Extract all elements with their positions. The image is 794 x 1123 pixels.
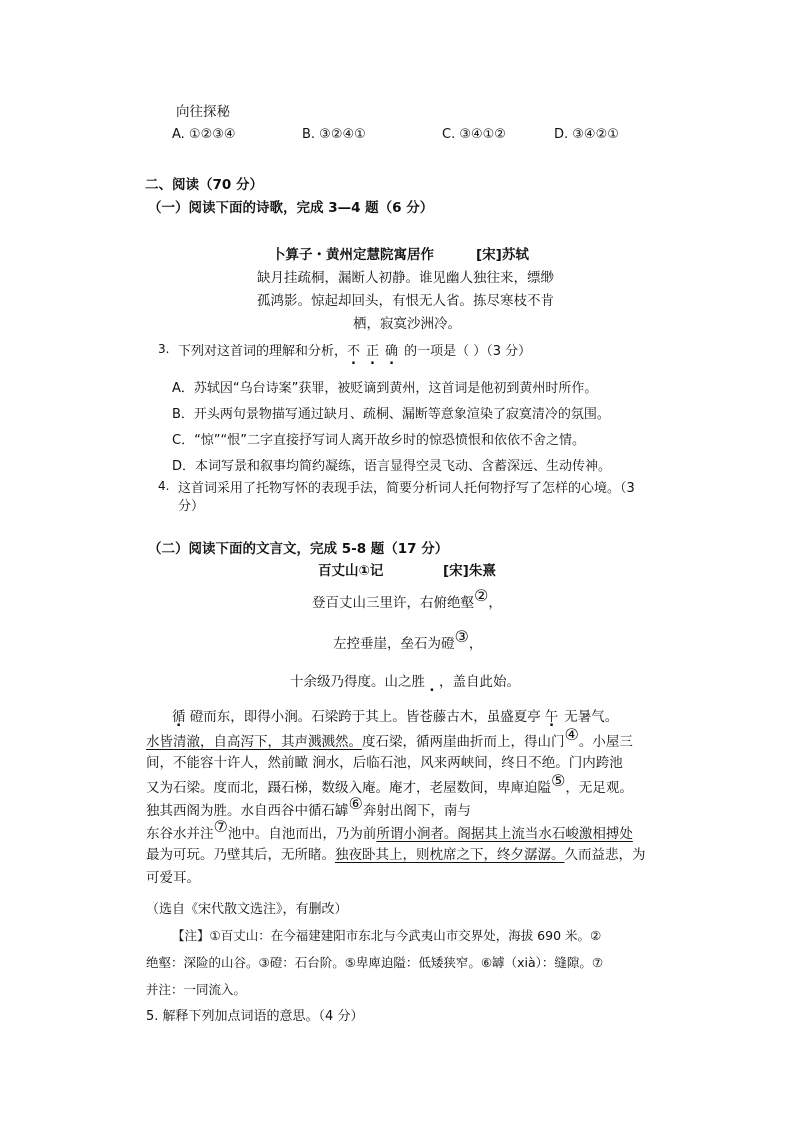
prose-text: 又为石梁。度而北，蹑石梯，数级入庵。庵才，老屋数间，卑庳迫隘: [146, 780, 551, 796]
emphasis-char: 不: [347, 344, 361, 359]
emphasis-char: 午: [544, 709, 559, 725]
prose-title: 百丈山①记: [318, 563, 384, 579]
section-title: 二、阅读（70 分）: [145, 177, 263, 193]
footnote-marker: ④: [564, 725, 579, 744]
annotation-line: 并注：一同流入。: [146, 982, 247, 997]
q3-option-c: C．“惊”“恨”二字直接抒写词人离开故乡时的惊恐愤恨和依依不舍之情。: [172, 433, 586, 448]
option-a: A. ①②③④: [172, 127, 236, 142]
prose-line: [146, 706, 666, 729]
prose-text: 左控垂崖，垒石为磴: [333, 636, 455, 652]
prose-text: 磴而东，即得小涧。石梁跨于其上。皆苍藤古木，虽盛夏亭: [189, 709, 541, 725]
q3-option-b: B．开头两句景物描写通过缺月、疏桐、漏断等意象渲染了寂寞清冷的氛围。: [172, 407, 610, 422]
question-4-number: 4.: [158, 479, 170, 493]
underlined-sentence: 独夜卧其上，则枕席之下，终夕潺潺。: [335, 847, 565, 863]
prose-text: 无暑气。: [564, 709, 619, 725]
poem-title: 卜算子・黄州定慧院寓居作: [272, 247, 434, 263]
footnote-marker: ②: [474, 586, 489, 605]
question-3-stem: [178, 340, 531, 359]
question-4-text: 分）: [178, 499, 205, 514]
footnote-marker: ③: [454, 627, 469, 646]
prose-line: [146, 844, 666, 867]
question-intro-text: 向往探秘: [176, 104, 230, 120]
prose-text: ，盖自此始。: [439, 674, 520, 690]
prose-line: [146, 817, 666, 844]
prose-text: 池中。自池而出，乃为前: [227, 826, 377, 842]
underlined-sentence: 水皆清澈，自高泻下，其声溅溅然。: [146, 734, 362, 750]
question-3-text: 下列对这首词的理解和分析，: [178, 344, 348, 359]
prose-line: 可爱耳。: [146, 870, 200, 886]
prose-text: 奔射出阁下，南与: [362, 803, 471, 819]
prose-text: 最为可玩。乃壁其后，无所睹。: [146, 847, 335, 863]
poem-line: 缺月挂疏桐，漏断人初静。谁见幽人独往来，缥缈: [257, 270, 554, 286]
prose-line: 间，不能容十许人，然前瞰 涧水，后临石池，风来两峡间，终日不绝。门内跨池: [146, 755, 623, 771]
prose-text: ，: [468, 636, 483, 652]
annotation-line: 【注】①百丈山：在今福建建阳市东北与今武夷山市交界处，海拔 690 米。②: [172, 928, 602, 943]
option-c: C. ③④①②: [442, 127, 506, 142]
prose-center-line: [333, 627, 483, 652]
emphasis-char: 正: [366, 344, 380, 359]
emphasis-char: 循: [172, 709, 186, 725]
prose-center-line: [312, 586, 502, 611]
prose-text: 十余级乃得度。山之胜: [290, 674, 425, 690]
question-3-number: 3.: [158, 342, 170, 356]
q3-option-d: D．本词写景和叙事均简约凝练，语言显得空灵飞动、含蓄深远、生动传神。: [172, 459, 612, 474]
annotation-line: 绝壑：深险的山谷。③磴：石台阶。⑤卑庳迫隘：低矮狭窄。⑥罅（xià）：缝隙。⑦: [146, 955, 604, 970]
emphasis-char: 确: [385, 344, 399, 359]
poem-line: 孤鸿影。惊起却回头，有恨无人省。拣尽寒枝不肯: [257, 293, 554, 309]
prose-text: ，无足观。: [565, 780, 633, 796]
underlined-sentence: 所谓小涧者。阁据其上流当水石峻激相搏处: [376, 826, 633, 842]
footnote-marker: ⑦: [213, 817, 228, 836]
question-4-text: 这首词采用了托物写怀的表现手法，简要分析词人托何物抒写了怎样的心境。（3: [178, 481, 635, 496]
option-b: B. ③②④①: [302, 127, 366, 142]
prose-text: 东谷水并注: [146, 826, 214, 842]
prose-text: 久而益悲，为: [564, 847, 646, 863]
prose-text: 独其西阁为胜。水自西谷中循石罅: [146, 803, 349, 819]
prose-text: ，: [488, 595, 502, 611]
poem-author: [宋]苏轼: [476, 247, 529, 263]
part2-title: （二）阅读下面的文言文，完成 5-8 题（17 分）: [148, 541, 449, 557]
poem-line: 栖，寂寞沙洲冷。: [353, 316, 461, 332]
footnote-marker: ⑤: [551, 771, 566, 790]
q3-option-a: A．苏轼因“乌台诗案”获罪，被贬谪到黄州，这首词是他初到黄州时所作。: [172, 381, 598, 396]
question-5-text: 5. 解释下列加点词语的意思。（4 分）: [146, 1009, 364, 1024]
prose-center-line: [290, 670, 520, 690]
prose-author: [宋]朱熹: [443, 563, 496, 579]
part1-title: （一）阅读下面的诗歌，完成 3—4 题（6 分）: [148, 200, 434, 216]
prose-line: [146, 771, 666, 798]
prose-line: [146, 725, 666, 752]
question-3-text: 的一项是（ ）（3 分）: [404, 344, 532, 359]
footnote-marker: ⑥: [348, 794, 363, 813]
prose-paragraph: [146, 706, 666, 890]
prose-text: 登百丈山三里许，右俯绝壑: [312, 595, 474, 611]
prose-text: 。小屋三: [578, 734, 633, 750]
prose-text: 度石梁，循两崖曲折而上，得山门: [362, 734, 565, 750]
source-note: （选自《宋代散文选注》，有删改）: [146, 902, 348, 917]
option-d: D. ③④②①: [554, 127, 619, 142]
